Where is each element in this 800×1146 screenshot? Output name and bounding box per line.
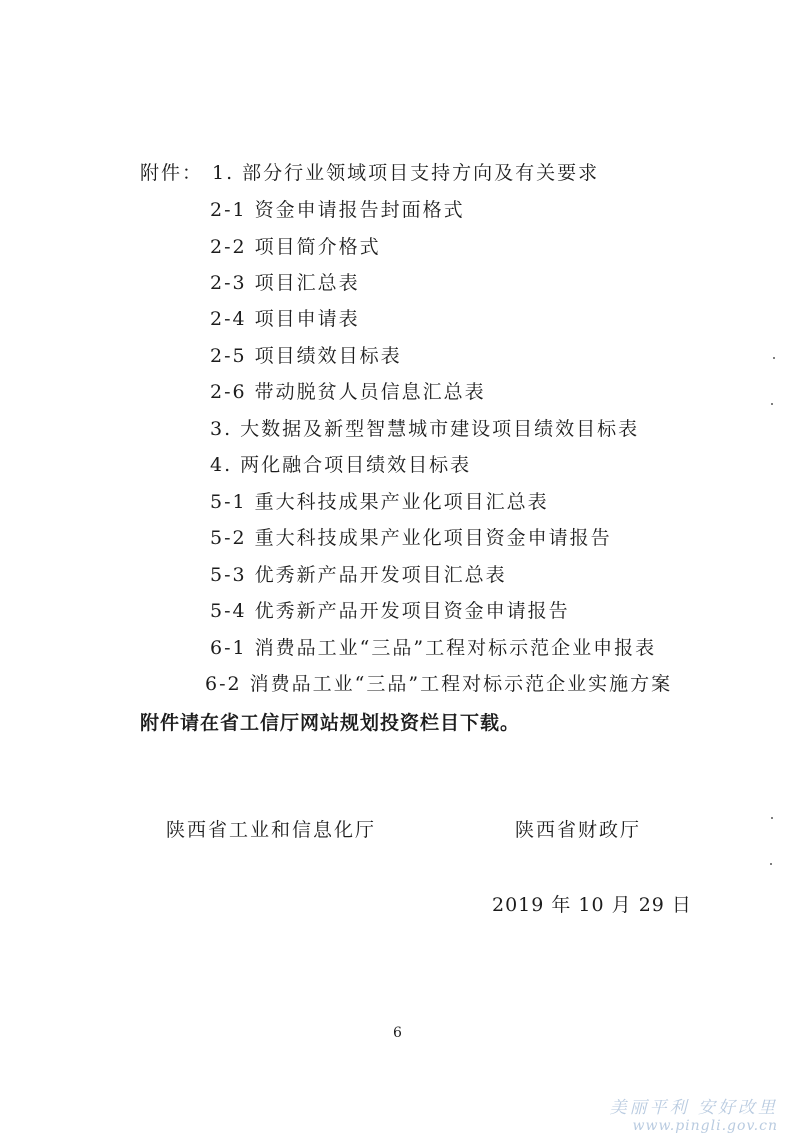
attachment-item: 4. 两化融合项目绩效目标表 [210, 454, 472, 476]
attachment-item: 2-5 项目绩效目标表 [210, 345, 402, 367]
watermark-slogan: 美丽平利 安好改里 [609, 1098, 778, 1118]
signatory-finance-dept: 陕西省财政厅 [515, 819, 642, 841]
attachment-item: 2-2 项目简介格式 [210, 236, 381, 258]
attachment-item: 2-6 带动脱贫人员信息汇总表 [210, 381, 486, 403]
attachment-item: 2-1 资金申请报告封面格式 [210, 199, 465, 221]
attachment-item: 6-1 消费品工业“三品”工程对标示范企业申报表 [210, 637, 657, 659]
attachment-label: 附件： [140, 162, 204, 184]
download-note: 附件请在省工信厅网站规划投资栏目下载。 [140, 712, 521, 734]
attachment-item: 5-2 重大科技成果产业化项目资金申请报告 [210, 527, 612, 549]
watermark-url: www.pingli.gov.cn [632, 1118, 778, 1134]
attachment-item: 5-3 优秀新产品开发项目汇总表 [210, 564, 507, 586]
scan-speck [771, 403, 773, 405]
scan-speck [773, 357, 775, 359]
scan-speck [770, 863, 772, 865]
attachment-item: 2-4 项目申请表 [210, 308, 360, 330]
attachment-item: 3. 大数据及新型智慧城市建设项目绩效目标表 [210, 418, 640, 440]
signatory-industry-dept: 陕西省工业和信息化厅 [166, 819, 377, 841]
document-date: 2019 年 10 月 29 日 [492, 894, 692, 916]
attachment-item: 6-2 消费品工业“三品”工程对标示范企业实施方案 [205, 673, 673, 695]
attachment-item: 2-3 项目汇总表 [210, 272, 360, 294]
attachment-item: 5-1 重大科技成果产业化项目汇总表 [210, 491, 549, 513]
page-number: 6 [393, 1025, 402, 1041]
attachment-item: 5-4 优秀新产品开发项目资金申请报告 [210, 600, 570, 622]
attachment-item: 1. 部分行业领域项目支持方向及有关要求 [212, 162, 600, 184]
scan-speck [771, 817, 773, 819]
